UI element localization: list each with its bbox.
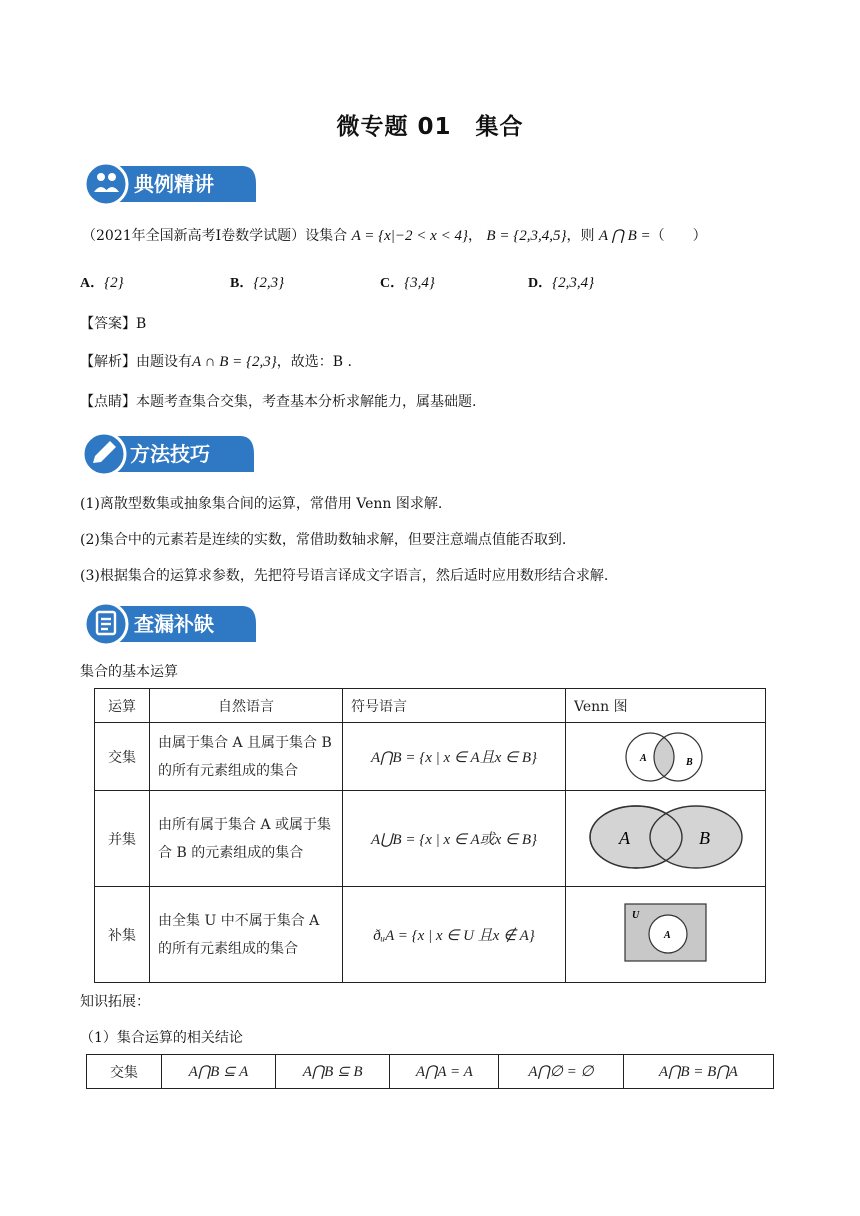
extension-label: 知识拓展： [80,994,150,1010]
operations-table [94,688,766,983]
option-c: C．{3,4} [380,275,435,291]
symbol-cell: ðᵤA = {x | x ∈ U 且x ∉ A} [343,887,566,983]
table-header-row [95,689,766,723]
op-cell: 交集 [95,723,150,791]
venn-complement-diagram [624,903,708,963]
result-cell: A⋂B = B⋂A [623,1055,773,1089]
venn-cell [566,723,766,791]
venn-intersection-diagram [606,727,726,783]
svg-text:B: B [698,827,710,848]
section-banner-method [80,430,256,478]
svg-text:U: U [631,909,639,921]
table-row [95,723,766,791]
op-cell: 补集 [95,887,150,983]
method-1: (1)离散型数集或抽象集合间的运算，常借用 Venn 图求解. [80,496,443,512]
analysis: 【解析】由题设有A ∩ B = {2,3}，故选：B . [80,354,352,370]
symbol-cell: A⋂B = {x | x ∈ A且x ∈ B} [343,723,566,791]
section-banner-review [82,600,258,648]
result-cell: A⋂A = A [390,1055,499,1089]
answer: 【答案】B [80,316,147,332]
svg-text:A: A [618,827,630,848]
svg-text:A: A [639,752,647,764]
option-b: B．{2,3} [230,275,285,291]
basic-ops-caption: 集合的基本运算 [80,664,178,680]
svg-text:A: A [663,929,671,941]
section-banner-example [82,160,258,208]
table-row [87,1055,774,1089]
op-cell: 并集 [95,791,150,887]
venn-union-diagram [581,802,751,872]
natural-cell: 由属于集合 A 且属于集合 B 的所有元素组成的集合 [150,723,343,791]
header-cell: 运算 [95,689,150,723]
result-cell: A⋂B ⊆ A [162,1055,276,1089]
comment: 【点睛】本题考查集合交集，考查基本分析求解能力，属基础题. [80,394,477,410]
option-a: A．{2} [80,275,124,291]
symbol-cell: A⋃B = {x | x ∈ A或x ∈ B} [343,791,566,887]
natural-cell: 由全集 U 中不属于集合 A 的所有元素组成的集合 [150,887,343,983]
section-title: 方法技巧 [130,442,210,466]
venn-cell [566,791,766,887]
table-row [95,791,766,887]
natural-cell: 由所有属于集合 A 或属于集合 B 的元素组成的集合 [150,791,343,887]
extension-sub: （1）集合运算的相关结论 [80,1030,243,1046]
result-cell: A⋂B ⊆ B [275,1055,389,1089]
header-cell: 符号语言 [343,689,566,723]
intersection-results-table [86,1054,774,1089]
section-title: 查漏补缺 [134,612,214,636]
section-title: 典例精讲 [134,172,214,196]
header-cell: 自然语言 [150,689,343,723]
header-cell: Venn 图 [566,689,766,723]
venn-cell [566,887,766,983]
svg-text:B: B [685,756,693,768]
result-cell: A⋂∅ = ∅ [499,1055,624,1089]
page-title: 微专题 01 集合 [336,114,524,140]
method-3: (3)根据集合的运算求参数，先把符号语言译成文字语言，然后适时应用数形结合求解. [80,568,609,584]
row-label: 交集 [87,1055,162,1089]
option-d: D．{2,3,4} [528,275,595,291]
method-2: (2)集合中的元素若是连续的实数，常借助数轴求解，但要注意端点值能否取到. [80,532,567,548]
example-question: （2021年全国新高考I卷数学试题）设集合 A = {x|−2 < x < 4}， B = {2,3,4,5}，则 A ⋂ B =（ ） [82,228,707,244]
table-row [95,887,766,983]
